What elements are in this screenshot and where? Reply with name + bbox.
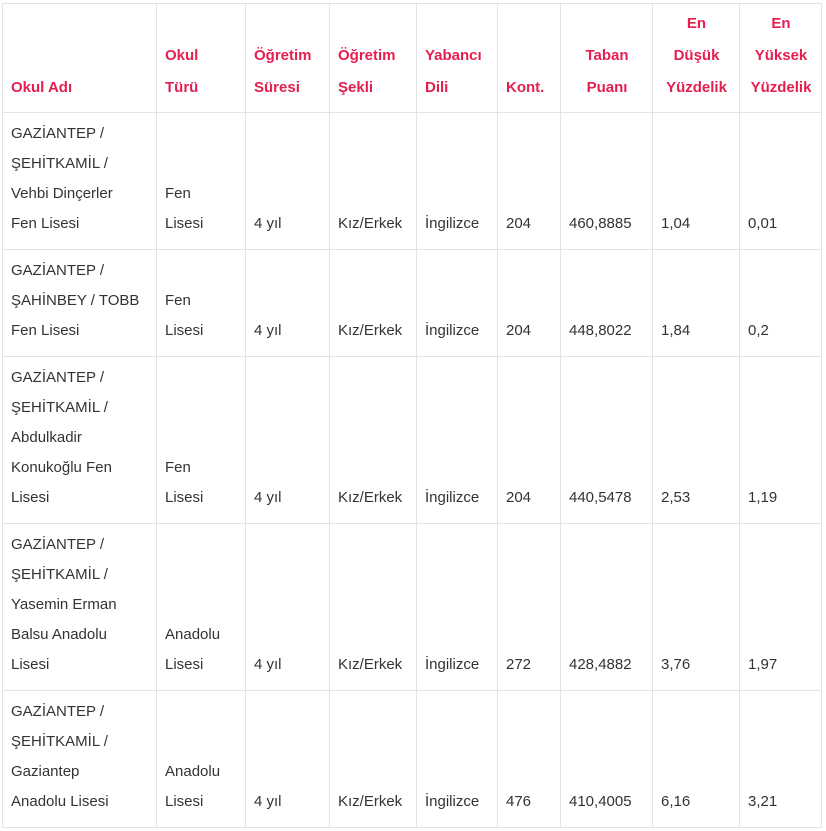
cell-education-type: Kız/Erkek [330, 113, 417, 250]
cell-language: İngilizce [417, 113, 498, 250]
cell-school-name: GAZİANTEP / ŞEHİTKAMİL / Gaziantep Anadolu Lisesi [3, 691, 157, 828]
cell-highest-percentile: 3,21 [740, 691, 822, 828]
cell-lowest-percentile: 6,16 [653, 691, 740, 828]
cell-education-type: Kız/Erkek [330, 357, 417, 524]
cell-school-name: GAZİANTEP / ŞEHİTKAMİL / Vehbi Dinçerler Fen Lisesi [3, 113, 157, 250]
cell-lowest-percentile: 1,84 [653, 250, 740, 357]
cell-quota: 272 [498, 524, 561, 691]
cell-base-score: 460,8885 [561, 113, 653, 250]
cell-school-type: Anadolu Lisesi [157, 524, 246, 691]
cell-language: İngilizce [417, 250, 498, 357]
cell-base-score: 448,8022 [561, 250, 653, 357]
cell-school-type: Fen Lisesi [157, 113, 246, 250]
cell-highest-percentile: 1,19 [740, 357, 822, 524]
cell-education-type: Kız/Erkek [330, 250, 417, 357]
cell-school-name: GAZİANTEP / ŞEHİTKAMİL / Yasemin Erman Balsu Anadolu Lisesi [3, 524, 157, 691]
cell-school-type: Fen Lisesi [157, 250, 246, 357]
table-row [3, 357, 822, 524]
cell-lowest-percentile: 3,76 [653, 524, 740, 691]
cell-lowest-percentile: 2,53 [653, 357, 740, 524]
table-header-row [3, 4, 822, 113]
cell-school-name: GAZİANTEP / ŞEHİTKAMİL / Abdulkadir Konukoğlu Fen Lisesi [3, 357, 157, 524]
cell-language: İngilizce [417, 691, 498, 828]
school-score-table [2, 3, 822, 828]
header-school-name: Okul Adı [3, 4, 157, 113]
header-education-type: Öğretim Şekli [330, 4, 417, 113]
cell-school-name: GAZİANTEP / ŞAHİNBEY / TOBB Fen Lisesi [3, 250, 157, 357]
cell-duration: 4 yıl [246, 524, 330, 691]
cell-school-type: Anadolu Lisesi [157, 691, 246, 828]
cell-language: İngilizce [417, 524, 498, 691]
cell-highest-percentile: 0,01 [740, 113, 822, 250]
cell-education-type: Kız/Erkek [330, 524, 417, 691]
cell-duration: 4 yıl [246, 113, 330, 250]
table-row [3, 691, 822, 828]
cell-base-score: 440,5478 [561, 357, 653, 524]
header-duration: Öğretim Süresi [246, 4, 330, 113]
cell-education-type: Kız/Erkek [330, 691, 417, 828]
header-lowest-percentile: En Düşük Yüzdelik [653, 4, 740, 113]
cell-school-type: Fen Lisesi [157, 357, 246, 524]
cell-base-score: 410,4005 [561, 691, 653, 828]
header-language: Yabancı Dili [417, 4, 498, 113]
header-quota: Kont. [498, 4, 561, 113]
header-school-type: Okul Türü [157, 4, 246, 113]
cell-highest-percentile: 0,2 [740, 250, 822, 357]
cell-duration: 4 yıl [246, 357, 330, 524]
cell-duration: 4 yıl [246, 691, 330, 828]
cell-base-score: 428,4882 [561, 524, 653, 691]
table-row [3, 113, 822, 250]
cell-quota: 476 [498, 691, 561, 828]
cell-language: İngilizce [417, 357, 498, 524]
cell-quota: 204 [498, 250, 561, 357]
header-base-score: Taban Puanı [561, 4, 653, 113]
table-row [3, 250, 822, 357]
cell-quota: 204 [498, 113, 561, 250]
cell-lowest-percentile: 1,04 [653, 113, 740, 250]
cell-duration: 4 yıl [246, 250, 330, 357]
cell-highest-percentile: 1,97 [740, 524, 822, 691]
table-row [3, 524, 822, 691]
cell-quota: 204 [498, 357, 561, 524]
header-highest-percentile: En Yüksek Yüzdelik [740, 4, 822, 113]
